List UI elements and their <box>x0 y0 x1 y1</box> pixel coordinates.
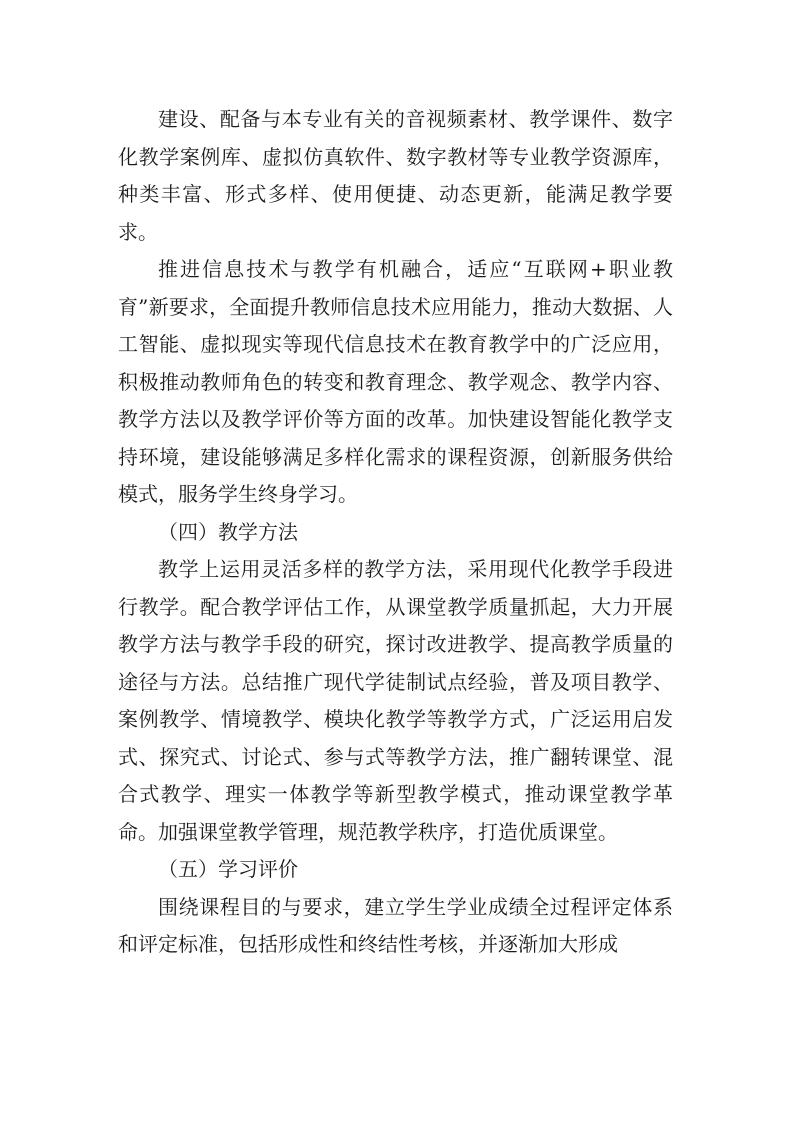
paragraph-teaching-resources: 建设、配备与本专业有关的音视频素材、教学课件、数字化教学案例库、虚拟仿真软件、数字教材等专业教学资源库，种类丰富、形式多样、使用便捷、动态更新，能满足教学要求。 <box>118 107 673 244</box>
section-heading-teaching-methods: （四）教学方法 <box>158 519 298 544</box>
paragraph-learning-evaluation: 围绕课程目的与要求，建立学生学业成绩全过程评定体系和评定标准，包括形成性和终结性考核，并逐渐加大形成 <box>118 894 673 956</box>
paragraph-information-technology: 推进信息技术与教学有机融合，适应“互联网+职业教育”新要求，全面提升教师信息技术应用能力，推动大数据、人工智能、虚拟现实等现代信息技术在教育教学中的广泛应用，积极推动教师角色的转变和教育理念、教学观念、教学内容、教学方法以及教学评价等方面的改革。加快建设智能化教学支持环境，建设能够满足多样化需求的课程资源，创新服务供给模式，服务学生终身学习。 <box>118 257 673 506</box>
paragraph-teaching-methods: 教学上运用灵活多样的教学方法，采用现代化教学手段进行教学。配合教学评估工作，从课堂教学质量抓起，大力开展教学方法与教学手段的研究，探讨改进教学、提高教学质量的途径与方法。总结推广现代学徒制试点经验，普及项目教学、案例教学、情境教学、模块化教学等教学方式，广泛运用启发式、探究式、讨论式、参与式等教学方法，推广翻转课堂、混合式教学、理实一体教学等新型教学模式，推动课堂教学革命。加强课堂教学管理，规范教学秩序，打造优质课堂。 <box>118 557 673 844</box>
section-heading-learning-evaluation: （五）学习评价 <box>158 857 298 881</box>
document-body <box>118 101 673 964</box>
